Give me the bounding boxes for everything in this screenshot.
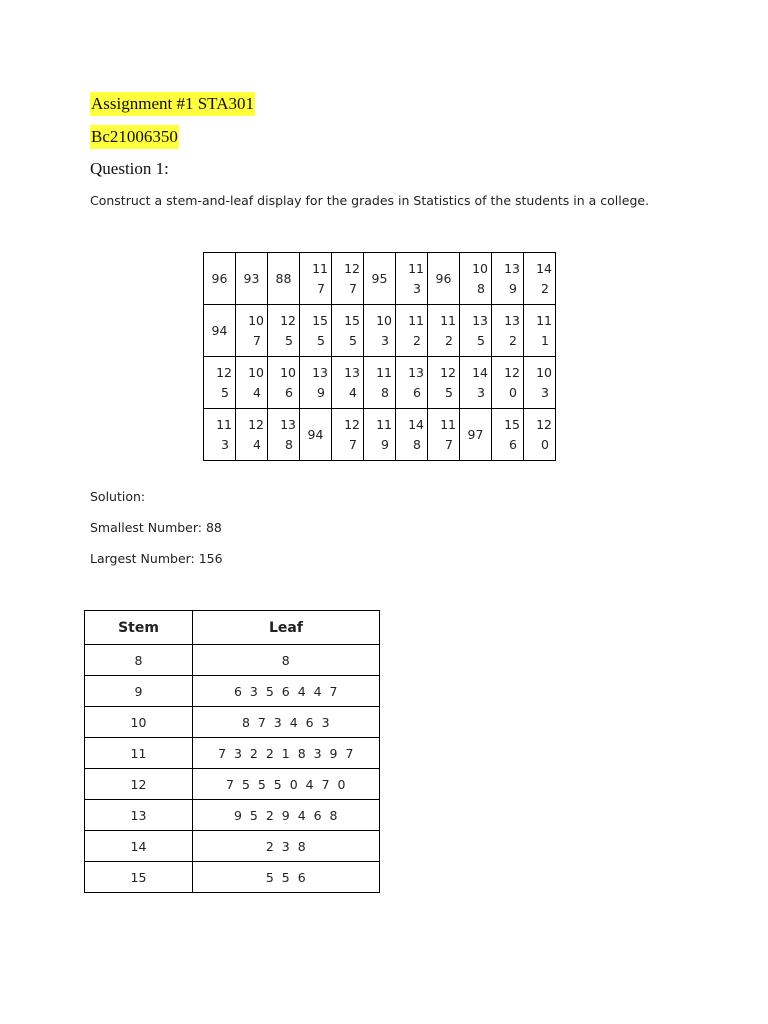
grade-cell-line: 6 <box>285 384 293 400</box>
stem-cell: 8 <box>85 645 193 676</box>
grade-cell-line: 3 <box>381 332 389 348</box>
stem-leaf-row <box>85 707 380 738</box>
grades-row <box>204 409 556 461</box>
grade-cell <box>204 409 236 461</box>
grade-cell-line: 10 <box>376 312 392 328</box>
grade-cell-line: 2 <box>413 332 421 348</box>
grade-cell-line: 3 <box>221 436 229 452</box>
grade-cell-line: 4 <box>253 436 261 452</box>
grade-cell <box>396 253 428 305</box>
grade-cell-line: 9 <box>317 384 325 400</box>
grade-cell: 97 <box>460 409 492 461</box>
grade-cell: 95 <box>364 253 396 305</box>
grade-cell <box>364 357 396 409</box>
stem-leaf-row <box>85 800 380 831</box>
grade-cell-line: 0 <box>541 436 549 452</box>
grade-cell <box>492 253 524 305</box>
grade-cell <box>460 305 492 357</box>
grade-cell-line: 12 <box>344 416 360 432</box>
grade-cell-line: 2 <box>509 332 517 348</box>
grade-cell-line: 0 <box>509 384 517 400</box>
grade-cell <box>524 357 556 409</box>
grades-table <box>203 252 556 461</box>
grades-row <box>204 305 556 357</box>
grades-row <box>204 357 556 409</box>
grade-cell-line: 11 <box>440 416 456 432</box>
grade-cell-line: 6 <box>413 384 421 400</box>
grade-cell <box>268 409 300 461</box>
grade-cell-line: 9 <box>381 436 389 452</box>
stem-leaf-row <box>85 769 380 800</box>
grade-cell-line: 8 <box>285 436 293 452</box>
leaf-cell: 8 7 3 4 6 3 <box>193 707 380 738</box>
grade-cell: 96 <box>428 253 460 305</box>
grade-cell-line: 4 <box>253 384 261 400</box>
grade-cell-line: 11 <box>440 312 456 328</box>
grade-cell-line: 11 <box>408 260 424 276</box>
stem-leaf-header-row <box>85 611 380 645</box>
grade-cell-line: 11 <box>312 260 328 276</box>
grade-cell-line: 13 <box>408 364 424 380</box>
grade-cell-line: 15 <box>312 312 328 328</box>
grade-cell-line: 14 <box>536 260 552 276</box>
stem-leaf-row <box>85 738 380 769</box>
grade-cell-line: 12 <box>536 416 552 432</box>
grades-row <box>204 253 556 305</box>
grade-cell-line: 9 <box>509 280 517 296</box>
leaf-cell: 9 5 2 9 4 6 8 <box>193 800 380 831</box>
grade-cell-line: 11 <box>376 364 392 380</box>
stem-cell: 11 <box>85 738 193 769</box>
grade-cell-line: 12 <box>504 364 520 380</box>
student-id: Bc21006350 <box>90 125 179 149</box>
grade-cell-line: 13 <box>504 260 520 276</box>
grade-cell-line: 13 <box>312 364 328 380</box>
stem-cell: 9 <box>85 676 193 707</box>
grade-cell-line: 6 <box>509 436 517 452</box>
leaf-cell: 8 <box>193 645 380 676</box>
grade-cell <box>300 305 332 357</box>
grade-cell-line: 10 <box>472 260 488 276</box>
grade-cell-line: 3 <box>413 280 421 296</box>
grade-cell-line: 13 <box>344 364 360 380</box>
grade-cell <box>332 253 364 305</box>
largest-number: Largest Number: 156 <box>90 551 223 566</box>
grade-cell-line: 1 <box>541 332 549 348</box>
leaf-cell: 7 5 5 5 0 4 7 0 <box>193 769 380 800</box>
grade-cell <box>236 305 268 357</box>
grade-cell-line: 10 <box>280 364 296 380</box>
grade-cell-line: 3 <box>477 384 485 400</box>
grade-cell-line: 5 <box>477 332 485 348</box>
grade-cell-line: 14 <box>472 364 488 380</box>
stem-cell: 15 <box>85 862 193 893</box>
grade-cell <box>460 253 492 305</box>
stem-cell: 12 <box>85 769 193 800</box>
grade-cell-line: 12 <box>344 260 360 276</box>
leaf-header: Leaf <box>193 611 380 645</box>
grade-cell-line: 4 <box>349 384 357 400</box>
stem-leaf-row <box>85 862 380 893</box>
grade-cell <box>204 357 236 409</box>
grade-cell-line: 12 <box>280 312 296 328</box>
grade-cell-line: 12 <box>440 364 456 380</box>
assignment-title: Assignment #1 STA301 <box>90 92 255 116</box>
grade-cell <box>396 409 428 461</box>
grade-cell: 88 <box>268 253 300 305</box>
grade-cell-line: 15 <box>344 312 360 328</box>
grade-cell <box>396 357 428 409</box>
grade-cell <box>268 357 300 409</box>
stem-leaf-row <box>85 676 380 707</box>
grade-cell <box>460 357 492 409</box>
grade-cell-line: 7 <box>317 280 325 296</box>
grade-cell <box>428 357 460 409</box>
grade-cell <box>492 305 524 357</box>
grade-cell-line: 5 <box>317 332 325 348</box>
grade-cell <box>428 409 460 461</box>
grade-cell-line: 11 <box>536 312 552 328</box>
grade-cell <box>268 305 300 357</box>
grade-cell-line: 11 <box>408 312 424 328</box>
grade-cell-line: 3 <box>541 384 549 400</box>
grade-cell-line: 5 <box>349 332 357 348</box>
stem-header: Stem <box>85 611 193 645</box>
leaf-cell: 5 5 6 <box>193 862 380 893</box>
stem-leaf-row <box>85 645 380 676</box>
grade-cell-line: 13 <box>280 416 296 432</box>
stem-leaf-table <box>84 610 380 893</box>
stem-cell: 14 <box>85 831 193 862</box>
grade-cell-line: 5 <box>221 384 229 400</box>
stem-cell: 10 <box>85 707 193 738</box>
grade-cell <box>428 305 460 357</box>
grade-cell <box>236 409 268 461</box>
grade-cell <box>236 357 268 409</box>
grade-cell <box>524 253 556 305</box>
grade-cell <box>396 305 428 357</box>
grade-cell-line: 2 <box>541 280 549 296</box>
stem-cell: 13 <box>85 800 193 831</box>
grade-cell-line: 12 <box>248 416 264 432</box>
grade-cell-line: 8 <box>381 384 389 400</box>
grade-cell-line: 5 <box>285 332 293 348</box>
grade-cell <box>492 409 524 461</box>
grade-cell <box>300 357 332 409</box>
grade-cell <box>332 357 364 409</box>
grade-cell-line: 10 <box>248 364 264 380</box>
grade-cell-line: 7 <box>349 436 357 452</box>
grade-cell <box>332 305 364 357</box>
grade-cell: 94 <box>204 305 236 357</box>
grade-cell-line: 12 <box>216 364 232 380</box>
grade-cell <box>524 305 556 357</box>
leaf-cell: 7 3 2 2 1 8 3 9 7 <box>193 738 380 769</box>
grade-cell <box>364 305 396 357</box>
grade-cell-line: 8 <box>477 280 485 296</box>
question-prompt: Construct a stem-and-leaf display for the grades in Statistics of the students in a college. <box>90 193 650 208</box>
grade-cell: 93 <box>236 253 268 305</box>
leaf-cell: 2 3 8 <box>193 831 380 862</box>
leaf-cell: 6 3 5 6 4 4 7 <box>193 676 380 707</box>
grade-cell <box>300 253 332 305</box>
grade-cell <box>492 357 524 409</box>
grade-cell: 96 <box>204 253 236 305</box>
grade-cell-line: 15 <box>504 416 520 432</box>
grade-cell-line: 10 <box>536 364 552 380</box>
grade-cell-line: 7 <box>253 332 261 348</box>
grade-cell-line: 14 <box>408 416 424 432</box>
stem-leaf-row <box>85 831 380 862</box>
grade-cell <box>364 409 396 461</box>
question-heading: Question 1: <box>90 159 169 178</box>
grade-cell-line: 2 <box>445 332 453 348</box>
grade-cell: 94 <box>300 409 332 461</box>
grade-cell-line: 13 <box>472 312 488 328</box>
grade-cell-line: 7 <box>349 280 357 296</box>
solution-label: Solution: <box>90 489 146 504</box>
smallest-number: Smallest Number: 88 <box>90 520 222 535</box>
grade-cell <box>332 409 364 461</box>
grade-cell-line: 8 <box>413 436 421 452</box>
grade-cell-line: 11 <box>216 416 232 432</box>
grade-cell-line: 5 <box>445 384 453 400</box>
grade-cell <box>524 409 556 461</box>
grade-cell-line: 7 <box>445 436 453 452</box>
grade-cell-line: 10 <box>248 312 264 328</box>
grade-cell-line: 13 <box>504 312 520 328</box>
grade-cell-line: 11 <box>376 416 392 432</box>
